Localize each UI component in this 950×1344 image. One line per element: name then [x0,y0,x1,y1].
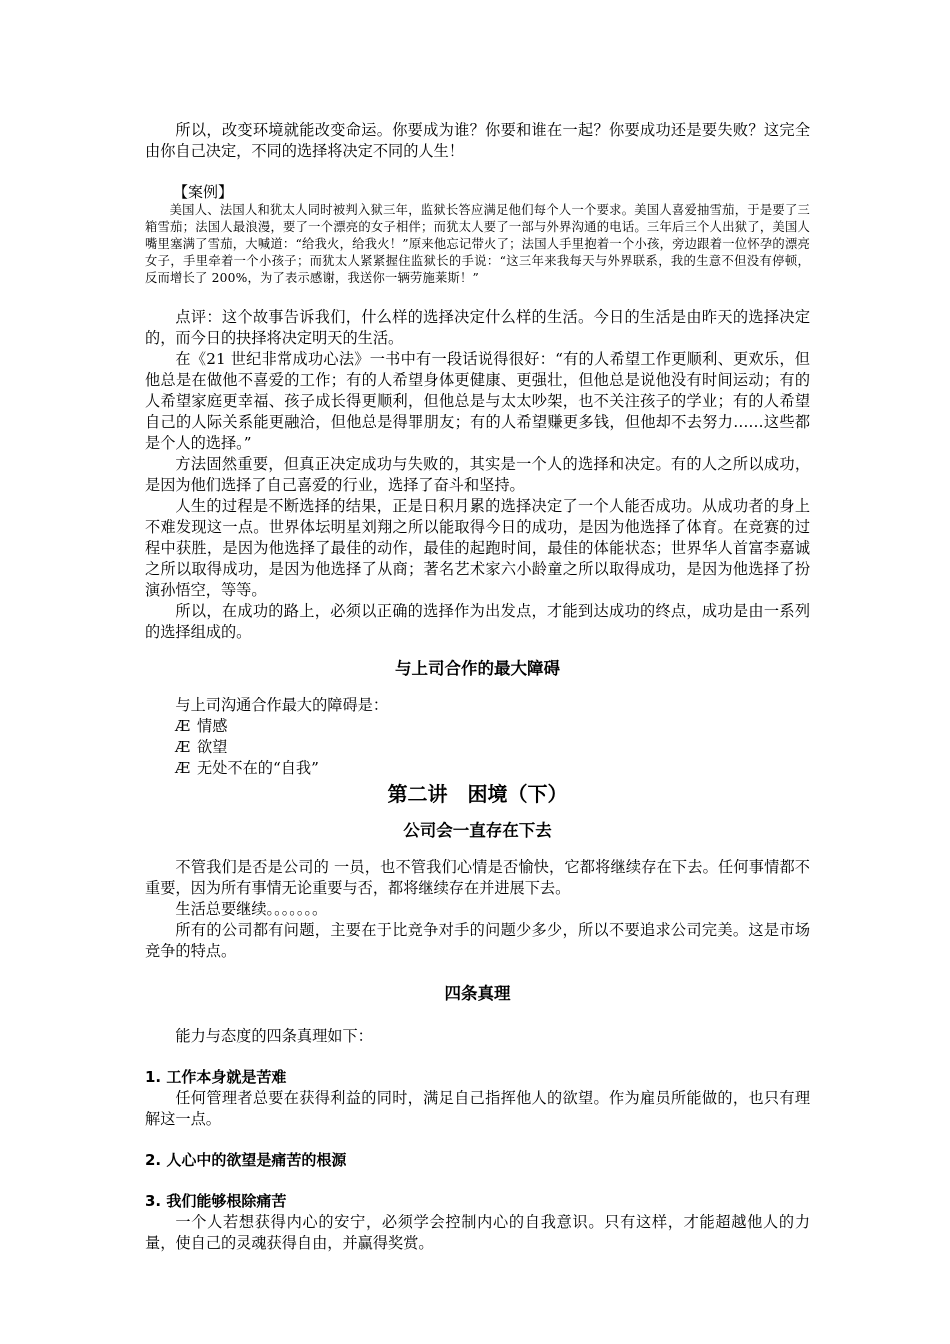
paragraph-life-choices: 人生的过程是不断选择的结果，正是日积月累的选择决定了一个人能否成功。从成功者的身上不难发现这一点。世界体坛明星刘翔之所以能取得今日的成功，是因为他选择了体育。在竞赛的过程中获胜，是因为他选择了最佳的动作，最佳的起跑时间，最佳的体能状态；世界华人首富李嘉诚之所以取得成功，是因为他选择了从商；著名艺术家六小龄童之所以取得成功，是因为他选择了扮演孙悟空，等等。 [145,497,810,599]
bullet-marker: Æ [175,738,191,756]
paragraph-change-environment: 所以，改变环境就能改变命运。你要成为谁？你要和谁在一起？你要成功还是要失败？这完全由你自己决定，不同的选择将决定不同的人生！ [145,121,810,160]
bullet-item-emotion: Æ 情感 [175,717,228,735]
paragraph-comment: 点评：这个故事告诉我们，什么样的选择决定什么样的生活。今日的生活是由昨天的选择决定的，而今日的抉择将决定明天的生活。 [145,308,810,347]
truth-2-heading: 2. 人心中的欲望是痛苦的根源 [145,1151,347,1169]
truths-intro: 能力与态度的四条真理如下： [175,1027,373,1045]
paragraph-conclusion: 所以，在成功的路上，必须以正确的选择作为出发点，才能到达成功的终点，成功是由一系列的选择组成的。 [145,602,810,641]
section-title-boss-obstacle: 与上司合作的最大障碍 [395,659,560,678]
case-story: 美国人、法国人和犹太人同时被判入狱三年，监狱长答应满足他们每个人一个要求。美国人喜爱抽雪茄，于是要了三箱雪茄；法国人最浪漫，要了一个漂亮的女子相伴；而犹太人要了一部与外界沟通的电话。三年后三个人出狱了，美国人嘴里塞满了雪茄，大喊道：“给我火，给我火！”原来他忘记带火了；法国人手里抱着一个小孩，旁边跟着一位怀孕的漂亮女子，手里牵着一个小孩子；而犹太人紧紧握住监狱长的手说：“这三年来我每天与外界联系，我的生意不但没有停顿，反而增长了 200%，为了表示感谢，我送你一辆劳施莱斯！” [145,203,810,285]
bullet-marker: Æ [175,717,191,735]
bullet-item-desire: Æ 欲望 [175,738,228,756]
bullet-item-ego: Æ 无处不在的“自我” [175,759,319,777]
chapter-title: 第二讲 困境（下） [387,782,568,806]
company-paragraph-2: 生活总要继续。。。。。。。 [175,900,328,918]
section-title-company: 公司会一直存在下去 [403,821,552,840]
company-paragraph-3: 所有的公司都有问题，主要在于比竞争对手的问题少多少，所以不要追求公司完美。这是市场竞争的特点。 [145,921,810,960]
truth-1-heading: 1. 工作本身就是苦难 [145,1068,287,1086]
document-body [145,120,810,1254]
section-title-four-truths: 四条真理 [444,984,511,1003]
case-heading: 【案例】 [173,183,234,201]
paragraph-method: 方法固然重要，但真正决定成功与失败的，其实是一个人的选择和决定。有的人之所以成功，是因为他们选择了自己喜爱的行业，选择了奋斗和坚持。 [145,455,810,494]
bullet-marker: Æ [175,759,191,777]
paragraph-quote: 在《21 世纪非常成功心法》一书中有一段话说得很好：“有的人希望工作更顺利、更欢乐，但他总是在做他不喜爱的工作；有的人希望身体更健康、更强壮，但他总是说他没有时间运动；有的人希望家庭更幸福、孩子成长得更顺利，但他总是与太太吵架，也不关注孩子的学业；有的人希望自己的人际关系能更融洽，但他总是得罪朋友；有的人希望赚更多钱，但他却不去努力……这些都是个人的选择。” [145,350,810,452]
truth-3-heading: 3. 我们能够根除痛苦 [145,1192,287,1210]
company-paragraph-1: 不管我们是否是公司的 一员，也不管我们心情是否愉快，它都将继续存在下去。任何事情都不重要，因为所有事情无论重要与否，都将继续存在并进展下去。 [145,858,810,897]
truth-1-text: 任何管理者总要在获得利益的同时，满足自己指挥他人的欲望。作为雇员所能做的，也只有理解这一点。 [145,1089,810,1128]
truth-3-text: 一个人若想获得内心的安宁，必须学会控制内心的自我意识。只有这样，才能超越他人的力量，使自己的灵魂获得自由，并赢得奖赏。 [145,1213,810,1252]
boss-intro: 与上司沟通合作最大的障碍是： [175,696,389,714]
